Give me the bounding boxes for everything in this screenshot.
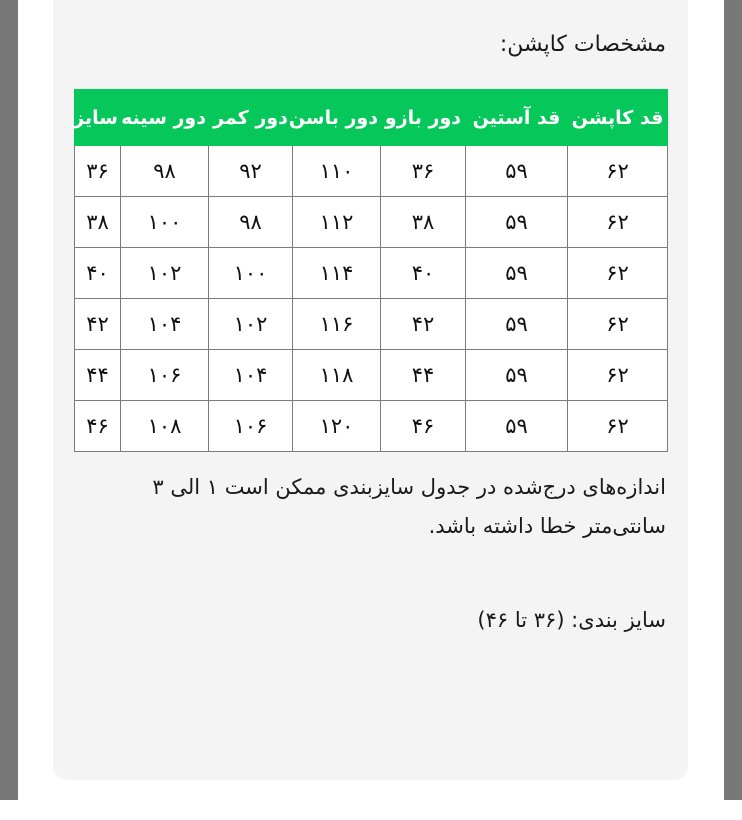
sizing-range-text: سایز بندی: (۳۶ تا ۴۶) [477, 607, 666, 632]
cell-size: ۴۴ [75, 350, 121, 401]
cell-waist-circumference: ۱۰۰ [209, 248, 293, 299]
cell-chest-circumference: ۱۰۴ [121, 299, 209, 350]
product-description-card [53, 0, 688, 780]
table-row [75, 248, 668, 299]
cell-sleeve-length: ۵۹ [466, 401, 568, 452]
page-surface [18, 0, 724, 800]
column-header-hip-circumference: دور باسن [293, 90, 381, 146]
cell-hip-circumference: ۱۱۴ [293, 248, 381, 299]
cell-hip-circumference: ۱۱۸ [293, 350, 381, 401]
cell-sleeve-length: ۵۹ [466, 146, 568, 197]
cell-size: ۴۰ [75, 248, 121, 299]
cell-chest-circumference: ۱۰۸ [121, 401, 209, 452]
size-table [74, 89, 668, 452]
table-header-row [75, 90, 668, 146]
cell-arm-circumference: ۳۶ [381, 146, 466, 197]
column-header-size: سایز [75, 90, 121, 146]
cell-waist-circumference: ۹۲ [209, 146, 293, 197]
cell-hip-circumference: ۱۱۲ [293, 197, 381, 248]
table-row [75, 146, 668, 197]
cell-arm-circumference: ۴۰ [381, 248, 466, 299]
column-header-sleeve-length: قد آستین [466, 90, 568, 146]
column-header-waist-circumference: دور کمر [209, 90, 293, 146]
cell-chest-circumference: ۱۰۰ [121, 197, 209, 248]
cell-size: ۴۶ [75, 401, 121, 452]
column-header-chest-circumference: دور سینه [121, 90, 209, 146]
cell-chest-circumference: ۱۰۲ [121, 248, 209, 299]
cell-jacket-length: ۶۲ [568, 299, 668, 350]
cell-arm-circumference: ۴۶ [381, 401, 466, 452]
cell-arm-circumference: ۴۲ [381, 299, 466, 350]
table-row [75, 401, 668, 452]
cell-hip-circumference: ۱۱۶ [293, 299, 381, 350]
cell-sleeve-length: ۵۹ [466, 350, 568, 401]
table-row [75, 197, 668, 248]
cell-arm-circumference: ۳۸ [381, 197, 466, 248]
cell-jacket-length: ۶۲ [568, 401, 668, 452]
table-row [75, 299, 668, 350]
card-inner [53, 0, 688, 637]
cell-jacket-length: ۶۲ [568, 197, 668, 248]
cell-waist-circumference: ۱۰۲ [209, 299, 293, 350]
table-row [75, 350, 668, 401]
size-table-body [75, 146, 668, 452]
measurement-tolerance-note: اندازه‌های درج‌شده در جدول سایزبندی ممکن است ۱ الی ۳ سانتی‌متر خطا داشته باشد. [152, 475, 666, 538]
window-right-rail [724, 0, 742, 800]
cell-chest-circumference: ۱۰۶ [121, 350, 209, 401]
cell-waist-circumference: ۱۰۶ [209, 401, 293, 452]
size-table-container [75, 89, 668, 452]
page-bottom-strip [0, 800, 742, 820]
cell-sleeve-length: ۵۹ [466, 299, 568, 350]
cell-jacket-length: ۶۲ [568, 146, 668, 197]
cell-size: ۳۸ [75, 197, 121, 248]
column-header-jacket-length: قد کاپشن [568, 90, 668, 146]
cell-size: ۳۶ [75, 146, 121, 197]
cell-waist-circumference: ۹۸ [209, 197, 293, 248]
cell-arm-circumference: ۴۴ [381, 350, 466, 401]
cell-jacket-length: ۶۲ [568, 248, 668, 299]
column-header-arm-circumference: دور بازو [381, 90, 466, 146]
cell-sleeve-length: ۵۹ [466, 248, 568, 299]
cell-chest-circumference: ۹۸ [121, 146, 209, 197]
size-table-head [75, 90, 668, 146]
cell-waist-circumference: ۱۰۴ [209, 350, 293, 401]
page-title: مشخصات کاپشن: [499, 32, 666, 57]
cell-hip-circumference: ۱۱۰ [293, 146, 381, 197]
cell-jacket-length: ۶۲ [568, 350, 668, 401]
cell-size: ۴۲ [75, 299, 121, 350]
cell-sleeve-length: ۵۹ [466, 197, 568, 248]
window-left-rail [0, 0, 18, 800]
cell-hip-circumference: ۱۲۰ [293, 401, 381, 452]
